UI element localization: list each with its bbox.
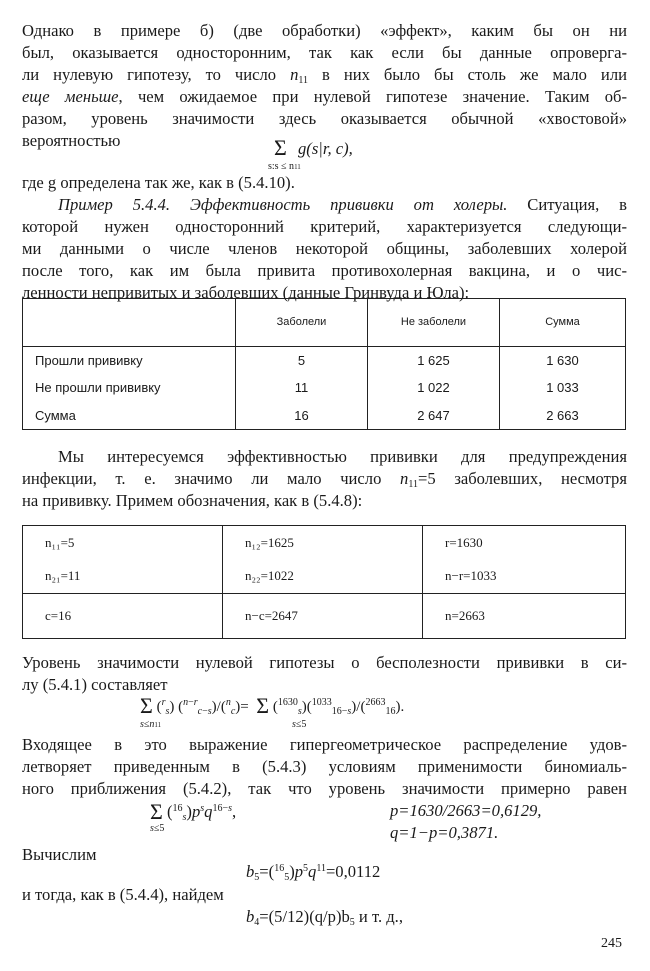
table-cell: n₁₂=1625: [223, 526, 423, 560]
table-cell: 2 663: [500, 401, 626, 429]
text-line: которой нужен односторонний критерий, характеризуется следующи-: [22, 217, 627, 236]
formula-binomial: Σ $(^{16}_s)p^sq^{16-s}$,: [150, 799, 237, 824]
text-line: летворяет приведенным в (5.4.3) условиям применимости биномиаль-: [22, 757, 627, 776]
table-row: [23, 594, 626, 639]
text-compute: Вычислим: [22, 845, 97, 864]
sum-lower-limit: s:s ≤ n11: [268, 161, 301, 172]
table-row: [23, 374, 626, 401]
text-line: Уровень значимости нулевой гипотезы о бесполезности прививки в си-: [22, 653, 627, 672]
table-cell: n₂₁=11: [45, 568, 81, 584]
text-line: лу (5.4.1) составляет: [22, 675, 168, 694]
table-header-cell: Заболели: [236, 299, 368, 347]
sum-lower-limit: s≤n11: [140, 719, 162, 730]
table-header-cell: Не заболели: [368, 299, 500, 347]
table-row: [23, 526, 626, 560]
text-line: ми данными о числе членов некоторой общины, заболевших холерой: [22, 239, 627, 258]
text-line: Однако в примере б) (две обработки) «эффект», каким бы он ни: [22, 21, 627, 40]
formula-g: g(s|r, c),: [298, 139, 353, 158]
table-row: [23, 560, 626, 594]
table-cell: 11: [236, 374, 368, 401]
sum-symbol: Σ: [274, 135, 287, 160]
table-cell: 1 022: [368, 374, 500, 401]
notation-table: [22, 525, 626, 639]
text-line: после того, как им была привита противохолерная вакцина, и о чис-: [22, 261, 627, 280]
text-line: Пример 5.4.4. Эффективность прививки от холеры. Ситуация, в: [58, 195, 627, 214]
text-line: был, оказывается односторонним, так как если бы данные опроверга-: [22, 43, 627, 62]
text-line: Мы интересуемся эффективностью прививки для предупреждения: [58, 447, 627, 466]
table-cell: n₁₁=5: [45, 534, 75, 550]
text-line: ленности непривитых и заболевших (данные Гринвуда и Юла):: [22, 283, 470, 302]
table-cell: c=16: [23, 594, 223, 639]
formula-hypergeometric: Σ ($^r_s$) ($^{n-r}_{c-s}$)/($^n_c$)= Σ ($^{1630}_s$)($^{1033}_{16-s}$)/($^{2663}_{16}$).: [140, 693, 405, 718]
sum-lower-limit: s≤5: [292, 719, 307, 730]
formula-b4: $b_4=(5/12)(q/p)b_5$ и т. д.,: [246, 907, 403, 928]
text-line: Входящее в это выражение гипергеометрическое распределение удов-: [22, 735, 627, 754]
table-cell: 1 033: [500, 374, 626, 401]
text-line: ли нулевую гипотезу, то число $n_{11}$ в них было бы столь же мало или: [22, 65, 627, 86]
formula-b5: $b_5=(^{16}_5)p^5q^{11}=0,0112$: [246, 862, 381, 883]
table-row: [23, 401, 626, 429]
page-number: 245: [601, 936, 622, 951]
table-cell: n₂₂=1022: [223, 560, 423, 594]
formula-p: p=1630/2663=0,6129,: [390, 801, 542, 820]
table-cell: Сумма: [35, 407, 76, 423]
table-row: [23, 346, 626, 374]
table-cell: 2 647: [368, 401, 500, 429]
data-table-cholera: [22, 298, 626, 430]
text-line: инфекции, т. е. значимо ли мало число $n_{11}=5$ заболевших, несмотря: [22, 469, 627, 490]
sum-lower-limit: s≤5: [150, 823, 165, 834]
table-cell: 5: [236, 346, 368, 374]
formula-q: q=1−p=0,3871.: [390, 823, 499, 842]
text-line: вероятностью: [22, 131, 121, 150]
table-cell: 1 630: [500, 346, 626, 374]
table-cell: Не прошли прививку: [35, 380, 161, 396]
table-header-cell: [23, 299, 236, 347]
text-line: на прививку. Примем обозначения, как в (5.4.8):: [22, 491, 363, 510]
table-cell: Прошли прививку: [35, 352, 143, 368]
table-header-cell: Сумма: [500, 299, 626, 347]
table-cell: n−r=1033: [423, 560, 626, 594]
text-line: и тогда, как в (5.4.4), найдем: [22, 885, 224, 904]
text-line: разом, уровень значимости здесь оказывается обычной «хвостовой»: [22, 109, 627, 128]
text-line: где g определена так же, как в (5.4.10).: [22, 173, 295, 192]
table-cell: 1 625: [368, 346, 500, 374]
table-cell: 16: [236, 401, 368, 429]
table-cell: r=1630: [423, 526, 626, 560]
text-line: ного приближения (5.4.2), так что уровень значимости примерно равен: [22, 779, 627, 798]
text-line: еще меньше, чем ожидаемое при нулевой гипотезе значение. Таким об-: [22, 87, 627, 106]
table-cell: n−c=2647: [223, 594, 423, 639]
table-cell: n=2663: [423, 594, 626, 639]
table-header-row: [23, 299, 626, 347]
